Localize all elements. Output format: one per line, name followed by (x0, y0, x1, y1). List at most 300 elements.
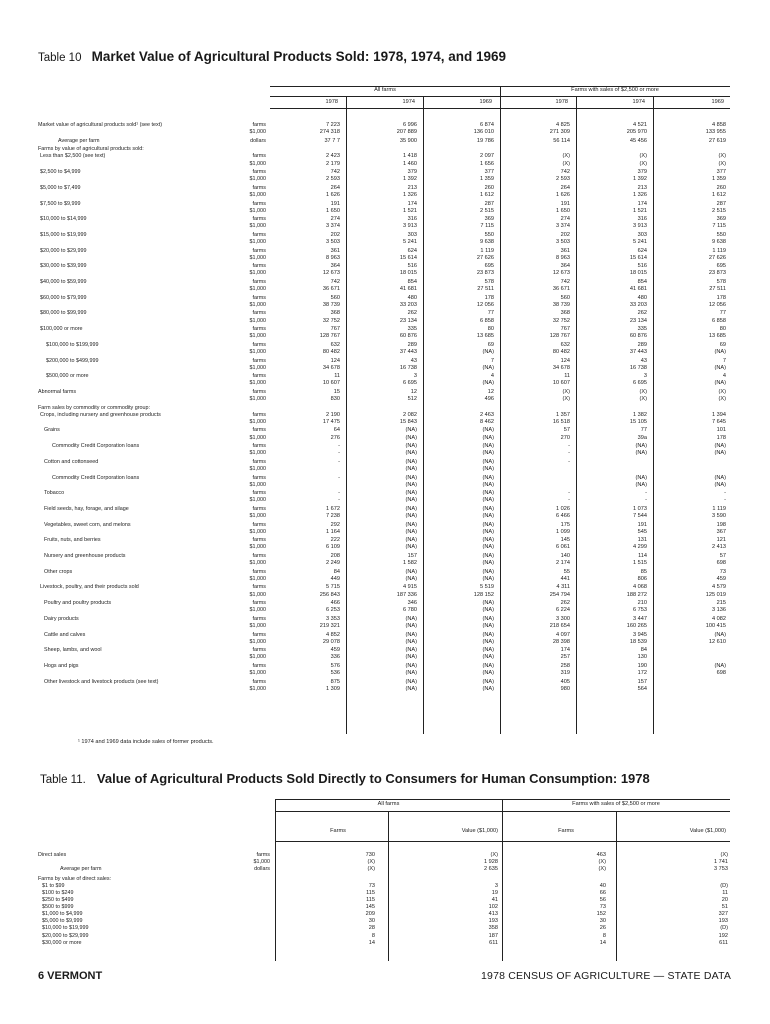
table10-cell: 767 (330, 326, 340, 333)
table10-row (38, 249, 730, 256)
table11-row-unit: $1,000 (253, 859, 270, 866)
table10-row (38, 319, 730, 326)
table10-cell: 12 610 (708, 638, 726, 645)
table10-cell: (NA) (482, 380, 494, 387)
table10-cell: 830 (330, 396, 340, 402)
table10-cell: 3 945 (633, 631, 647, 638)
table11-row-label: $100 to $249 (42, 889, 74, 896)
table10-row-label: Hogs and pigs (44, 662, 79, 669)
table10-cell: 43 (640, 357, 647, 364)
table10-cell: 3 503 (326, 239, 340, 245)
table11-cell: 40 (599, 882, 606, 889)
table10-cell: 3 374 (556, 223, 570, 230)
table10-cell: (NA) (635, 474, 647, 481)
table10-row-unit: farms (252, 279, 266, 285)
table10-cell: 254 794 (549, 591, 570, 598)
table10-row-unit: $1,000 (249, 333, 266, 340)
table11-row-unit: farms (256, 852, 270, 858)
table11-row-label: Farms by value of direct sales: (38, 875, 112, 882)
table10-row (38, 374, 730, 381)
table10-row-unit: farms (252, 184, 266, 191)
table10-cell: - (724, 497, 726, 504)
table10-row (38, 633, 730, 640)
table10-cell: 336 (330, 654, 340, 661)
table10-cell: 77 (719, 310, 726, 317)
table10-cell: (NA) (482, 631, 494, 638)
table10-cell: (NA) (482, 490, 494, 497)
table10-cell: 1 582 (403, 560, 417, 567)
table10-cell: 124 (330, 357, 340, 364)
table10-cell: 15 614 (399, 254, 417, 261)
table10-row (38, 608, 730, 615)
table10-row (38, 577, 730, 584)
table10-row-unit: farms (252, 458, 266, 465)
table11-cell: 14 (368, 939, 375, 946)
table11-row (38, 853, 730, 860)
table11-row (38, 898, 730, 905)
page-number-state: 6 VERMONT (38, 970, 103, 982)
table10-row-label: $100,000 or more (40, 326, 83, 333)
table10-row (38, 233, 730, 240)
table10-year-header: 1978 (555, 99, 568, 105)
table10-cell: (NA) (714, 631, 726, 638)
table10-row (38, 217, 730, 224)
table10-cell: 38 739 (322, 301, 340, 308)
table10-row (38, 287, 730, 294)
table10-cell: 160 265 (626, 622, 647, 629)
table10-cell: (NA) (482, 434, 494, 441)
table10-row-label: Field seeds, hay, forage, and silage (44, 505, 129, 512)
table10-cell: 37 7 7 (324, 137, 340, 144)
table10-cell: 131 (637, 537, 647, 544)
table10-cell: 222 (330, 537, 340, 544)
table10-cell: 258 (560, 662, 570, 669)
table10-cell: 12 056 (708, 301, 726, 308)
table10-cell: (NA) (405, 505, 417, 512)
table10-cell: (NA) (482, 513, 494, 519)
table10-row-label: Commodity Credit Corporation loans (52, 474, 140, 481)
table10-cell: 6 858 (712, 317, 726, 324)
table10-row-unit: farms (252, 537, 266, 544)
table10-row (38, 224, 730, 231)
table10-row (38, 640, 730, 647)
table10-cell: - (568, 458, 570, 465)
table10-cell: 271 309 (549, 129, 570, 136)
table10-cell: (NA) (405, 434, 417, 441)
table11-cell: 3 753 (714, 866, 728, 873)
table10-row (38, 170, 730, 177)
table10-cell: 13 685 (476, 333, 494, 340)
table10-cell: 459 (716, 575, 726, 582)
table10-cell: 100 415 (705, 622, 726, 629)
table11-cell: 611 (489, 939, 498, 946)
table10-cell: 4 858 (712, 122, 726, 128)
table10-row-unit: farms (252, 216, 266, 223)
table10-cell: 262 (637, 310, 647, 317)
table10-cell: 60 876 (629, 333, 647, 340)
table11-row (38, 912, 730, 919)
table10-cell: (NA) (405, 497, 417, 504)
table10-cell: 80 482 (552, 348, 570, 355)
table10-cell: (NA) (405, 513, 417, 519)
table10-cell: 37 443 (629, 348, 647, 355)
table10-cell: 69 (719, 341, 726, 348)
table10-cell: 1 309 (326, 685, 340, 692)
table10-row-unit: farms (252, 443, 266, 450)
table10-cell: 18 015 (629, 270, 647, 277)
table10-cell: (NA) (405, 450, 417, 457)
table10-cell: 15 843 (399, 418, 417, 425)
table10-cell: 1 650 (326, 207, 340, 214)
table10-cell: 136 010 (473, 129, 494, 136)
table10-cell: (NA) (482, 427, 494, 434)
table10-cell: 2 174 (556, 560, 570, 567)
table10-row-label: $2,500 to $4,999 (40, 169, 81, 176)
table10-cell: - (568, 497, 570, 504)
table10-cell: 1 382 (633, 411, 647, 418)
table11-cell: 30 (599, 918, 606, 925)
table10-cell: (NA) (482, 685, 494, 692)
table10-cell: 2 179 (326, 160, 340, 167)
table10-cell: 767 (560, 326, 570, 333)
table10-cell: (NA) (405, 647, 417, 654)
table10-cell: 174 (407, 200, 417, 207)
table10-cell: (X) (562, 396, 570, 402)
table10-cell: 270 (560, 434, 570, 441)
table10-cell: 289 (637, 341, 647, 348)
table10-row (38, 209, 730, 216)
table10-cell: (NA) (405, 528, 417, 535)
table11-cell: 413 (488, 911, 498, 918)
table10-cell: (NA) (482, 607, 494, 614)
table10-row-label: Cotton and cottonseed (44, 458, 99, 465)
table10-row-unit: $1,000 (249, 434, 266, 441)
table10-cell: (NA) (405, 537, 417, 544)
table10-row-label: $500,000 or more (46, 373, 89, 380)
table11-column-header: Farms (558, 828, 574, 834)
table10-row-label: Other livestock and livestock products (see text) (44, 678, 159, 685)
table10-cell: 303 (407, 231, 417, 238)
table10-cell: 2 097 (480, 153, 494, 160)
table10-cell: 10 607 (552, 380, 570, 387)
table10-cell: 264 (560, 184, 570, 191)
table10-cell: (NA) (405, 465, 417, 472)
table10-cell: (X) (718, 396, 726, 402)
table10-row-unit: $1,000 (249, 176, 266, 183)
table10-cell: 1 119 (480, 247, 494, 254)
table10-row (38, 366, 730, 373)
table10-row-unit: farms (252, 357, 266, 364)
table10-cell: 262 (407, 310, 417, 317)
table11-column-header: Value ($1,000) (461, 828, 498, 834)
table10-cell: 202 (330, 231, 340, 238)
table10-cell: (NA) (714, 481, 726, 488)
table10-row-unit: farms (252, 388, 266, 395)
table10-row (38, 545, 730, 552)
table11-row (38, 877, 730, 884)
table10-cell: 174 (560, 647, 570, 654)
table10-cell: (NA) (482, 450, 494, 457)
table10-cell: 459 (330, 647, 340, 654)
table10-row-label: Cattle and calves (44, 631, 86, 638)
table11-cell: 145 (365, 904, 375, 911)
table10-cell: 6 224 (556, 607, 570, 614)
table10-cell: 172 (637, 670, 647, 676)
table10-cell: 8 963 (556, 254, 570, 261)
table11-title (40, 768, 650, 787)
table10-row-unit: farms (252, 326, 266, 333)
table10-cell: 38 739 (552, 301, 570, 308)
table10-cell: 29 078 (322, 638, 340, 645)
table10-cell: 77 (640, 427, 647, 434)
table10-cell: (NA) (714, 662, 726, 669)
table10-row (38, 256, 730, 263)
table10-cell: 11 (564, 373, 570, 380)
table10-cell: 213 (407, 184, 417, 191)
table10-cell: (NA) (482, 654, 494, 661)
table10-cell: 1 164 (326, 528, 340, 535)
table11-cell: 193 (718, 918, 728, 925)
table10-row (38, 648, 730, 655)
table10-cell: 32 752 (552, 317, 570, 324)
table10-row-unit: farms (252, 169, 266, 176)
table10-cell: 742 (560, 279, 570, 285)
table10-cell: 449 (330, 575, 340, 582)
table10-cell: 1 521 (633, 207, 647, 214)
table10-cell: (NA) (405, 615, 417, 622)
table10-cell: 12 056 (476, 301, 494, 308)
table10-cell: (X) (639, 396, 647, 402)
table10-cell: (NA) (482, 348, 494, 355)
table10-row-unit: farms (252, 521, 266, 528)
table11-cell: 192 (718, 932, 728, 939)
table10-cell: (NA) (482, 474, 494, 481)
table10-cell: 5 715 (326, 584, 340, 591)
table10-cell: 4 (722, 373, 726, 380)
table10-cell: (NA) (405, 631, 417, 638)
table10-cell: 15 105 (629, 418, 647, 425)
table10-cell: 5 241 (403, 239, 417, 245)
table10-cell: 1 326 (403, 191, 417, 198)
table10-cell: (NA) (482, 678, 494, 685)
table10-cell: 18 015 (399, 270, 417, 277)
table10-cell: (NA) (482, 638, 494, 645)
table10-cell: 45 456 (629, 137, 647, 144)
table10-cell: (NA) (714, 443, 726, 450)
table10-cell: 480 (637, 294, 647, 301)
table10-cell: - (724, 490, 726, 497)
table11-cell: 187 (488, 932, 498, 939)
table10-cell: 578 (484, 279, 494, 285)
table11-cell: 26 (599, 925, 606, 932)
table10-row-unit: $1,000 (249, 685, 266, 692)
table10-cell: 632 (560, 341, 570, 348)
table10-row-unit: farms (252, 662, 266, 669)
table10-cell: 2 413 (712, 544, 726, 551)
table11-cell: 28 (368, 925, 375, 932)
table10-cell: 9 638 (480, 239, 494, 245)
table10-row (38, 561, 730, 568)
table11-cell: 1 928 (484, 859, 498, 866)
table10-cell: (NA) (482, 622, 494, 629)
table10-cell: 536 (330, 670, 340, 676)
table10-cell: (NA) (482, 364, 494, 371)
table10-cell: 23 873 (476, 270, 494, 277)
table10-cell: 4 915 (403, 584, 417, 591)
table10-row-unit: $1,000 (249, 254, 266, 261)
table10-cell: 4 311 (556, 584, 570, 591)
table10-row (38, 476, 730, 483)
table10-cell: (NA) (635, 481, 647, 488)
table10-row-label: $7,500 to $9,999 (40, 200, 81, 207)
table10-cell: 7 (722, 357, 726, 364)
table10-row (38, 130, 730, 137)
table10-row (38, 280, 730, 287)
table11-cell: (X) (490, 852, 498, 858)
table10-cell: (X) (639, 160, 647, 167)
table10-header-bottom-rule (270, 108, 730, 109)
table10-cell: 632 (330, 341, 340, 348)
table10-cell: 2 463 (480, 411, 494, 418)
table10-cell: 550 (484, 231, 494, 238)
table10-cell: 287 (484, 200, 494, 207)
table10-cell: - (338, 450, 340, 457)
table10-cell: (NA) (405, 490, 417, 497)
table10-title (38, 49, 506, 65)
table10-cell: 3 503 (556, 239, 570, 245)
table10-cell: 140 (560, 553, 570, 559)
table10-row-label: Farm sales by commodity or commodity group: (38, 404, 151, 411)
table10-cell: 32 752 (322, 317, 340, 324)
table10-cell: 6 780 (403, 607, 417, 614)
table10-cell: 3 (413, 373, 417, 380)
table10-cell: 202 (560, 231, 570, 238)
table10-row (38, 507, 730, 514)
table10-row (38, 350, 730, 357)
table10-row-label: Grains (44, 427, 60, 434)
table11-row-label: $5,000 to $9,999 (42, 918, 83, 925)
table10-cell: 1 392 (403, 176, 417, 183)
table11-row (38, 884, 730, 891)
table11-cell: 358 (488, 925, 498, 932)
table10-cell: 12 (487, 388, 494, 395)
table10-cell: 1 418 (403, 153, 417, 160)
table10-row-label: Abnormal farms (38, 388, 77, 395)
table10-cell: 33 203 (399, 301, 417, 308)
table10-cell: 335 (637, 326, 647, 333)
table10-row (38, 554, 730, 561)
table10-footnote: ¹ 1974 and 1969 data include sales of former products. (78, 739, 214, 745)
table10-row-unit: farms (252, 647, 266, 654)
table10-cell: 854 (637, 279, 647, 285)
table10-cell: (NA) (714, 364, 726, 371)
table10-cell: (X) (562, 160, 570, 167)
table10-cell: (NA) (405, 474, 417, 481)
table11-row (38, 905, 730, 912)
table10-cell: (NA) (714, 474, 726, 481)
table10-cell: 27 619 (708, 137, 726, 144)
table10-cell: 1 394 (712, 411, 726, 418)
table10-row-unit: farms (252, 247, 266, 254)
table10-cell: 57 (563, 427, 570, 434)
table10-cell: 130 (637, 654, 647, 661)
table10-cell: (NA) (482, 528, 494, 535)
table10-cell: 27 626 (708, 254, 726, 261)
table10-cell: 16 518 (552, 418, 570, 425)
table10-cell: 36 671 (552, 286, 570, 293)
table10-row-unit: farms (252, 631, 266, 638)
table10-cell: 16 738 (399, 364, 417, 371)
table10-row-unit: $1,000 (249, 465, 266, 472)
table10-row (38, 601, 730, 608)
table10-cell: 545 (637, 528, 647, 535)
table10-cell: 23 134 (399, 317, 417, 324)
table10-cell: 4 852 (326, 631, 340, 638)
table10-cell: 8 462 (480, 418, 494, 425)
table10-row-unit: farms (252, 411, 266, 418)
table10-cell: 287 (716, 200, 726, 207)
table10-cell: (NA) (482, 575, 494, 582)
table10-row-label: $20,000 to $29,999 (40, 247, 87, 254)
table10-cell: 875 (330, 678, 340, 685)
table11-cell: 73 (368, 882, 375, 889)
table11-row-label: $30,000 or more (42, 939, 82, 946)
table10-cell: (NA) (482, 443, 494, 450)
table11-row (38, 941, 730, 948)
table10-cell: (X) (562, 388, 570, 395)
table10-cell: (NA) (482, 600, 494, 607)
table10-cell: 319 (560, 670, 570, 676)
table10-cell: 17 475 (322, 418, 340, 425)
table10-cell: 368 (560, 310, 570, 317)
publication-title: 1978 CENSUS OF AGRICULTURE — STATE DATA (481, 970, 732, 982)
table11-row-unit: dollars (254, 866, 270, 873)
table10-cell: 1 626 (326, 191, 340, 198)
table11-cell: (D) (720, 882, 728, 889)
table11-row-label: $10,000 to $19,999 (42, 925, 89, 932)
table10 (38, 86, 730, 736)
table10-cell: 219 321 (319, 622, 340, 629)
table10-cell: (NA) (405, 443, 417, 450)
table10-cell: - (645, 490, 647, 497)
table10-cell: (NA) (482, 568, 494, 575)
table10-cell: 1 460 (403, 160, 417, 167)
table10-cell: - (338, 474, 340, 481)
table10-row (38, 264, 730, 271)
table11-cell: 41 (491, 897, 498, 903)
table10-cell: (NA) (405, 622, 417, 629)
table10-row-unit: $1,000 (249, 348, 266, 355)
table10-row-unit: dollars (250, 137, 266, 144)
table11-cell: 3 (494, 882, 498, 889)
table10-cell: 3 353 (326, 615, 340, 622)
table10-cell: 133 955 (705, 129, 726, 136)
table10-cell: (NA) (714, 450, 726, 457)
table10-cell: 178 (716, 434, 726, 441)
table11-row (38, 926, 730, 933)
table10-cell: 1 626 (556, 191, 570, 198)
table11-name: Value of Agricultural Products Sold Directly to Consumers for Human Consumption: 1978 (96, 771, 650, 786)
table10-cell: 157 (637, 678, 647, 685)
table10-cell: 23 134 (629, 317, 647, 324)
table11-cell: 209 (365, 911, 375, 918)
table10-row (38, 428, 730, 435)
table10-cell: - (568, 450, 570, 457)
table10-cell: 6 695 (633, 380, 647, 387)
table10-cell: 5 519 (480, 584, 494, 591)
table10-row-label: Crops, including nursery and greenhouse products (40, 411, 161, 418)
table10-row-unit: farms (252, 200, 266, 207)
